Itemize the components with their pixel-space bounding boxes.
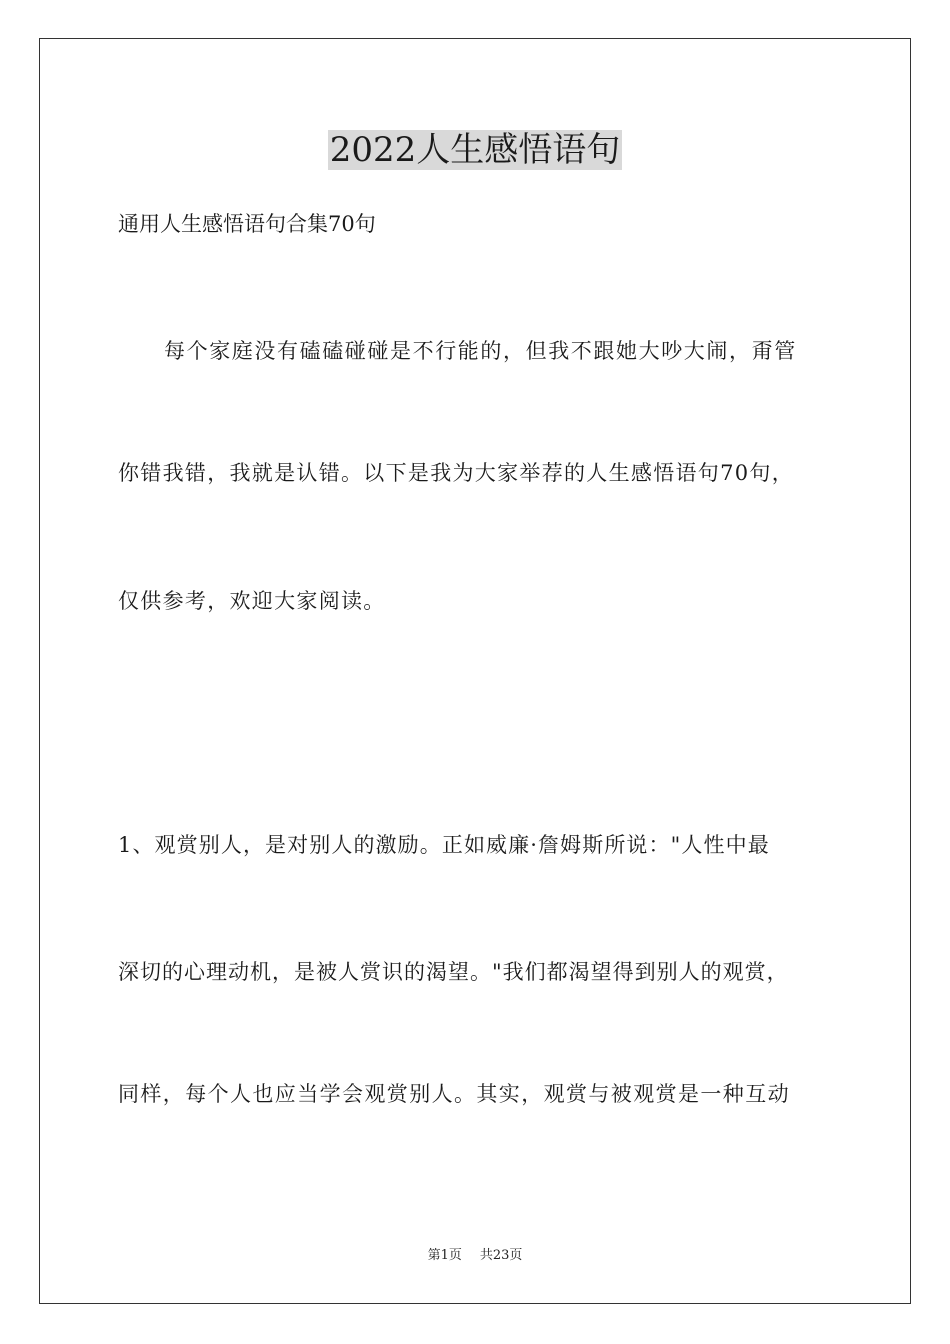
paragraph-1-line-1: 每个家庭没有磕磕碰碰是不行能的，但我不跟她大吵大闹，甭管	[164, 339, 797, 363]
paragraph-2-line-3: 同样，每个人也应当学会观赏别人。其实，观赏与被观赏是一种互动	[118, 1082, 790, 1106]
document-title-text: 2022人生感悟语句	[329, 130, 621, 170]
paragraph-1-line-3: 仅供参考，欢迎大家阅读。	[118, 589, 386, 613]
document-title	[0, 126, 950, 174]
page-total: 共23页	[479, 1248, 523, 1263]
document-subtitle: 通用人生感悟语句合集70句	[118, 212, 376, 236]
paragraph-1-line-2: 你错我错，我就是认错。以下是我为大家举荐的人生感悟语句70句，	[118, 461, 795, 485]
paragraph-2-line-2: 深切的心理动机，是被人赏识的渴望。"我们都渴望得到别人的观赏，	[118, 960, 789, 984]
page-footer	[0, 1247, 950, 1265]
paragraph-2-line-1: 1、观赏别人，是对别人的激励。正如威廉·詹姆斯所说："人性中最	[118, 833, 770, 857]
page-number: 第1页	[427, 1248, 462, 1263]
